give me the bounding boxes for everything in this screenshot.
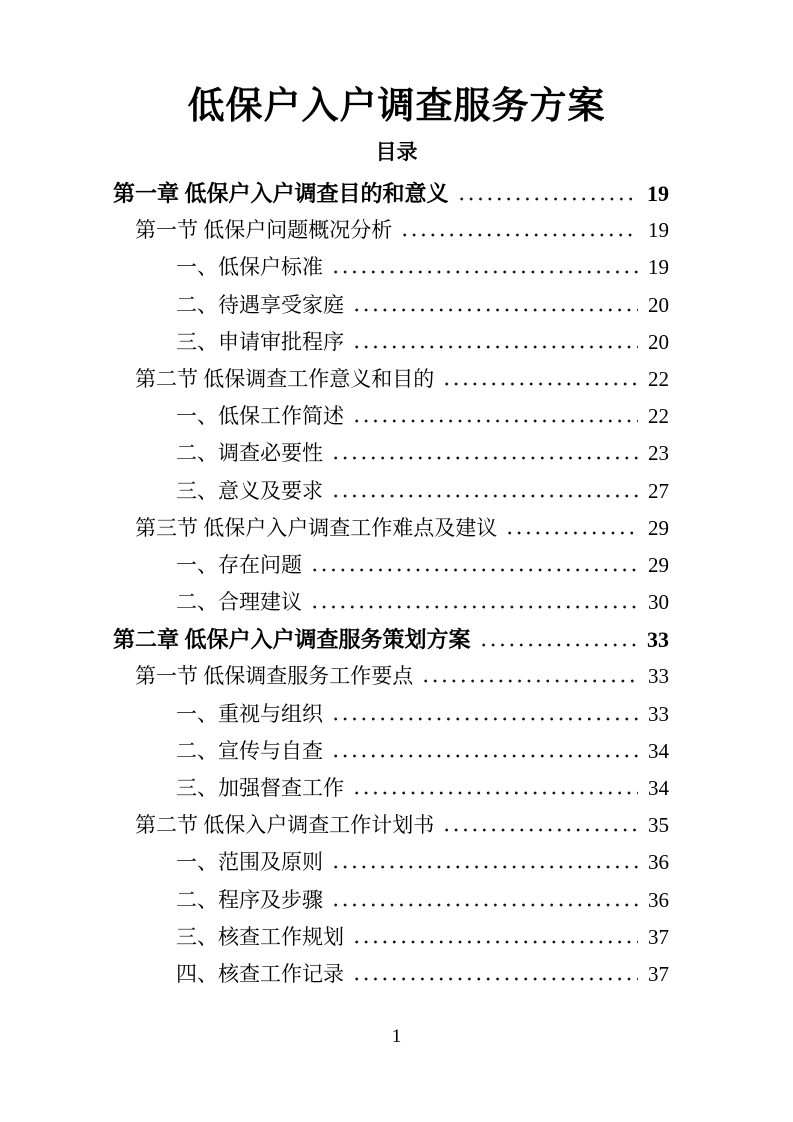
toc-entry-page: 35 xyxy=(648,813,669,838)
toc-entry xyxy=(113,361,669,398)
dot-leader xyxy=(352,791,638,795)
dot-leader xyxy=(331,754,638,758)
toc-entry-page: 34 xyxy=(648,776,669,800)
toc-entry-page: 37 xyxy=(648,924,669,949)
toc-entry-label: 第一章 低保户入户调查目的和意义 xyxy=(113,181,449,206)
toc-entry xyxy=(113,844,669,881)
toc-entry xyxy=(113,919,669,956)
toc-entry-label: 一、存在问题 xyxy=(176,552,302,577)
toc-entry-label: 一、低保户标准 xyxy=(176,255,323,280)
toc-entry-label: 第二节 低保入户调查工作计划书 xyxy=(135,813,435,838)
toc-entry-label: 三、申请审批程序 xyxy=(176,329,344,354)
dot-leader xyxy=(352,940,638,944)
toc-entry-label: 二、待遇享受家庭 xyxy=(176,292,344,317)
toc-entry xyxy=(113,658,669,695)
toc-entry-label: 三、核查工作规划 xyxy=(176,924,344,949)
toc-entry xyxy=(113,287,669,324)
toc-entry-label: 一、低保工作简述 xyxy=(176,404,344,429)
toc-entry xyxy=(113,175,669,212)
dot-leader xyxy=(331,903,638,907)
toc-entry-page: 19 xyxy=(648,255,669,280)
toc-entry xyxy=(113,212,669,249)
toc-entry-page: 19 xyxy=(648,218,669,243)
toc-entry xyxy=(113,473,669,510)
toc-entry xyxy=(113,807,669,844)
toc-entry-page: 36 xyxy=(648,887,669,912)
toc-entry-page: 30 xyxy=(648,590,669,615)
toc-entry-page: 29 xyxy=(648,515,669,540)
toc-entry xyxy=(113,249,669,286)
toc-entry xyxy=(113,510,669,547)
toc-entry-label: 二、宣传与自查 xyxy=(176,738,323,763)
toc-entry xyxy=(113,547,669,584)
dot-leader xyxy=(331,717,638,721)
dot-leader xyxy=(352,345,638,349)
dot-leader xyxy=(505,531,638,535)
toc-entry-page: 23 xyxy=(648,441,669,466)
dot-leader xyxy=(479,643,638,647)
toc-entry xyxy=(113,584,669,621)
dot-leader xyxy=(352,308,638,312)
toc-entry xyxy=(113,621,669,658)
dot-leader xyxy=(331,270,638,274)
toc-entry xyxy=(113,435,669,472)
toc-entry-page: 27 xyxy=(648,478,669,503)
toc-entry-page: 34 xyxy=(648,738,669,763)
toc-entry xyxy=(113,696,669,733)
document-title: 低保户入户调查服务方案 xyxy=(187,86,606,127)
toc-entry-label: 三、加强督查工作 xyxy=(176,776,344,800)
toc-entry-label: 二、合理建议 xyxy=(176,590,302,615)
toc-entry-page: 29 xyxy=(648,552,669,577)
dot-leader xyxy=(442,828,638,832)
toc-entry-label: 第一节 低保调查服务工作要点 xyxy=(135,664,414,689)
dot-leader xyxy=(331,456,638,460)
toc-entry-label: 三、意义及要求 xyxy=(176,478,323,503)
toc-entry-label: 四、核查工作记录 xyxy=(176,961,344,986)
toc-entry xyxy=(113,956,669,993)
toc-heading: 目录 xyxy=(375,140,418,164)
toc-entry xyxy=(113,770,669,807)
toc-entry-page: 33 xyxy=(648,664,669,689)
toc-entry-page: 22 xyxy=(648,404,669,429)
dot-leader xyxy=(352,419,638,423)
dot-leader xyxy=(310,605,638,609)
toc-entry xyxy=(113,733,669,770)
toc-list xyxy=(113,175,669,993)
toc-entry-label: 第二章 低保户入户调查服务策划方案 xyxy=(113,627,471,653)
toc-entry-page: 33 xyxy=(648,701,669,726)
dot-leader xyxy=(421,679,638,683)
toc-entry-page: 20 xyxy=(648,292,669,317)
dot-leader xyxy=(331,494,638,498)
toc-entry-label: 第二节 低保调查工作意义和目的 xyxy=(135,366,435,391)
toc-entry-page: 37 xyxy=(648,961,669,986)
toc-entry xyxy=(113,398,669,435)
toc-entry-label: 二、程序及步骤 xyxy=(176,887,323,912)
dot-leader xyxy=(310,568,638,572)
toc-entry-label: 一、重视与组织 xyxy=(176,701,323,726)
toc-entry-label: 一、范围及原则 xyxy=(176,850,323,875)
toc-entry-label: 第三节 低保户入户调查工作难点及建议 xyxy=(135,515,498,540)
toc-entry xyxy=(113,324,669,361)
toc-entry-label: 第一节 低保户问题概况分析 xyxy=(135,218,393,243)
toc-entry-page: 20 xyxy=(648,329,669,354)
toc-entry-page: 22 xyxy=(648,366,669,391)
toc-entry-page: 36 xyxy=(648,850,669,875)
toc-entry xyxy=(113,882,669,919)
toc-entry-label: 二、调查必要性 xyxy=(176,441,323,466)
toc-entry-page: 33 xyxy=(647,627,669,653)
dot-leader xyxy=(400,233,638,237)
toc-entry-page: 19 xyxy=(647,181,669,206)
page-number: 1 xyxy=(391,1026,402,1047)
dot-leader xyxy=(457,197,638,201)
dot-leader xyxy=(352,977,638,981)
dot-leader xyxy=(442,382,638,386)
dot-leader xyxy=(331,865,638,869)
